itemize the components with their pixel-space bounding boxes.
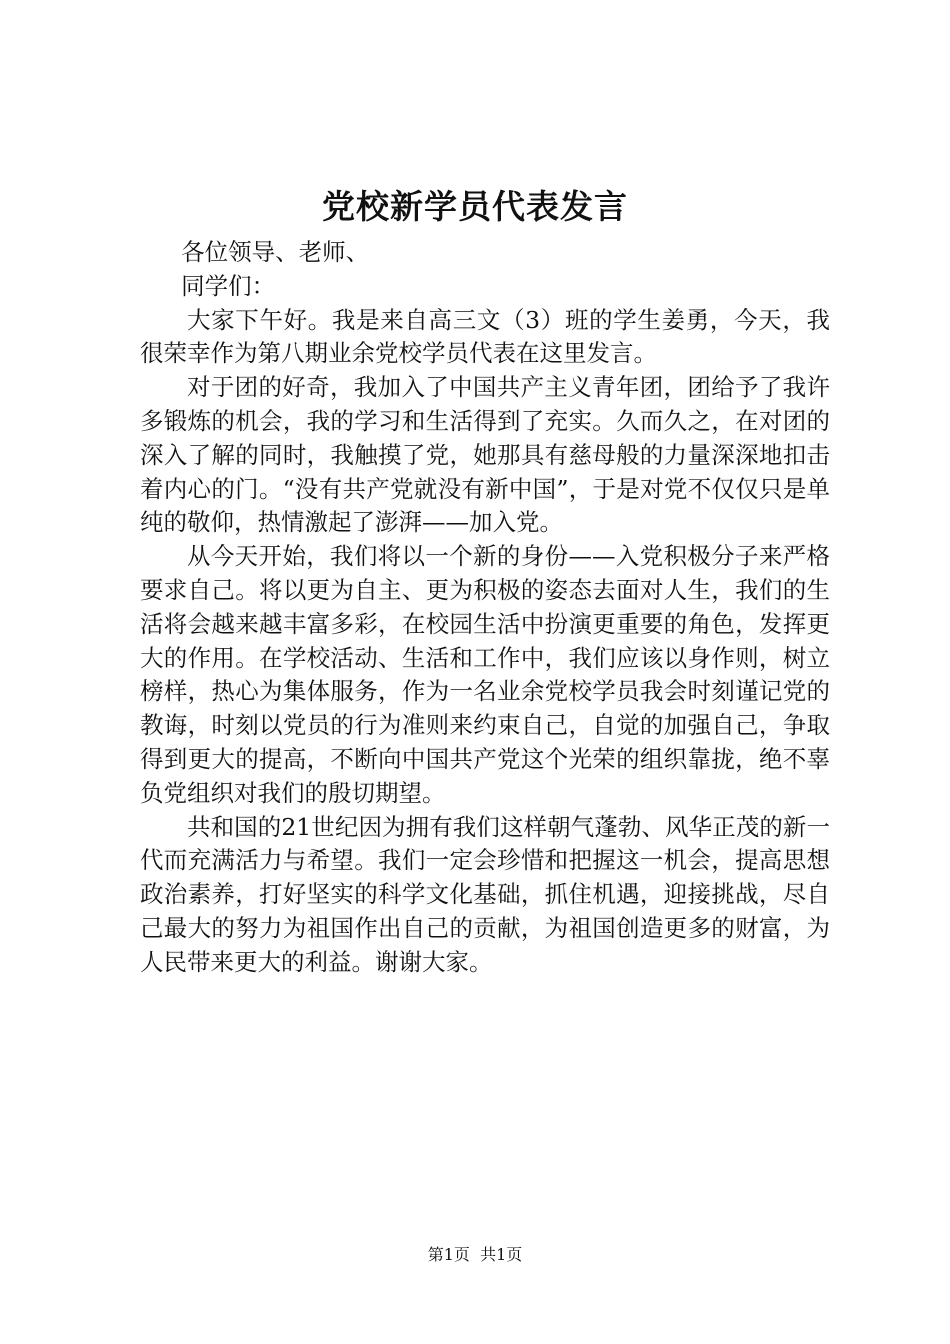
body-paragraph: 对于团的好奇，我加入了中国共产主义青年团，团给予了我许多锻炼的机会，我的学习和生活得到了充实。久而久之，在对团的深入了解的同时，我触摸了党，她那具有慈母般的力量深深地扣击着内心的门。“没有共产党就没有新中国”，于是对党不仅仅只是单纯的敬仰，热情激起了澎湃——加入党。 (140, 373, 830, 537)
salutation-line-2: 同学们： (181, 271, 276, 300)
body-paragraph: 共和国的21世纪因为拥有我们这样朝气蓬勃、风华正茂的新一代而充满活力与希望。我们一定会珍惜和把握这一机会，提高思想政治素养，打好坚实的科学文化基础，抓住机遇，迎接挑战，尽自己最大的努力为祖国作出自己的贡献，为祖国创造更多的财富，为人民带来更大的利益。谢谢大家。 (140, 812, 830, 976)
body-paragraph: 从今天开始，我们将以一个新的身份——入党积极分子来严格要求自己。将以更为自主、更为积极的姿态去面对人生，我们的生活将会越来越丰富多彩，在校园生活中扮演更重要的角色，发挥更大的作用。在学校活动、生活和工作中，我们应该以身作则，树立榜样，热心为集体服务，作为一名业余党校学员我会时刻谨记党的教诲，时刻以党员的行为准则来约束自己，自觉的加强自己，争取得到更大的提高，不断向中国共产党这个光荣的组织靠拢，绝不辜负党组织对我们的殷切期望。 (140, 542, 830, 807)
document-title: 党校新学员代表发言 (322, 187, 628, 226)
document-body (140, 236, 830, 980)
page-footer: 第1页 共1页 (427, 1245, 523, 1264)
salutation-line-1: 各位领导、老师、 (181, 238, 370, 266)
body-paragraph: 大家下午好。我是来自高三文（3）班的学生姜勇，今天，我很荣幸作为第八期业余党校学员代表在这里发言。 (140, 305, 830, 368)
